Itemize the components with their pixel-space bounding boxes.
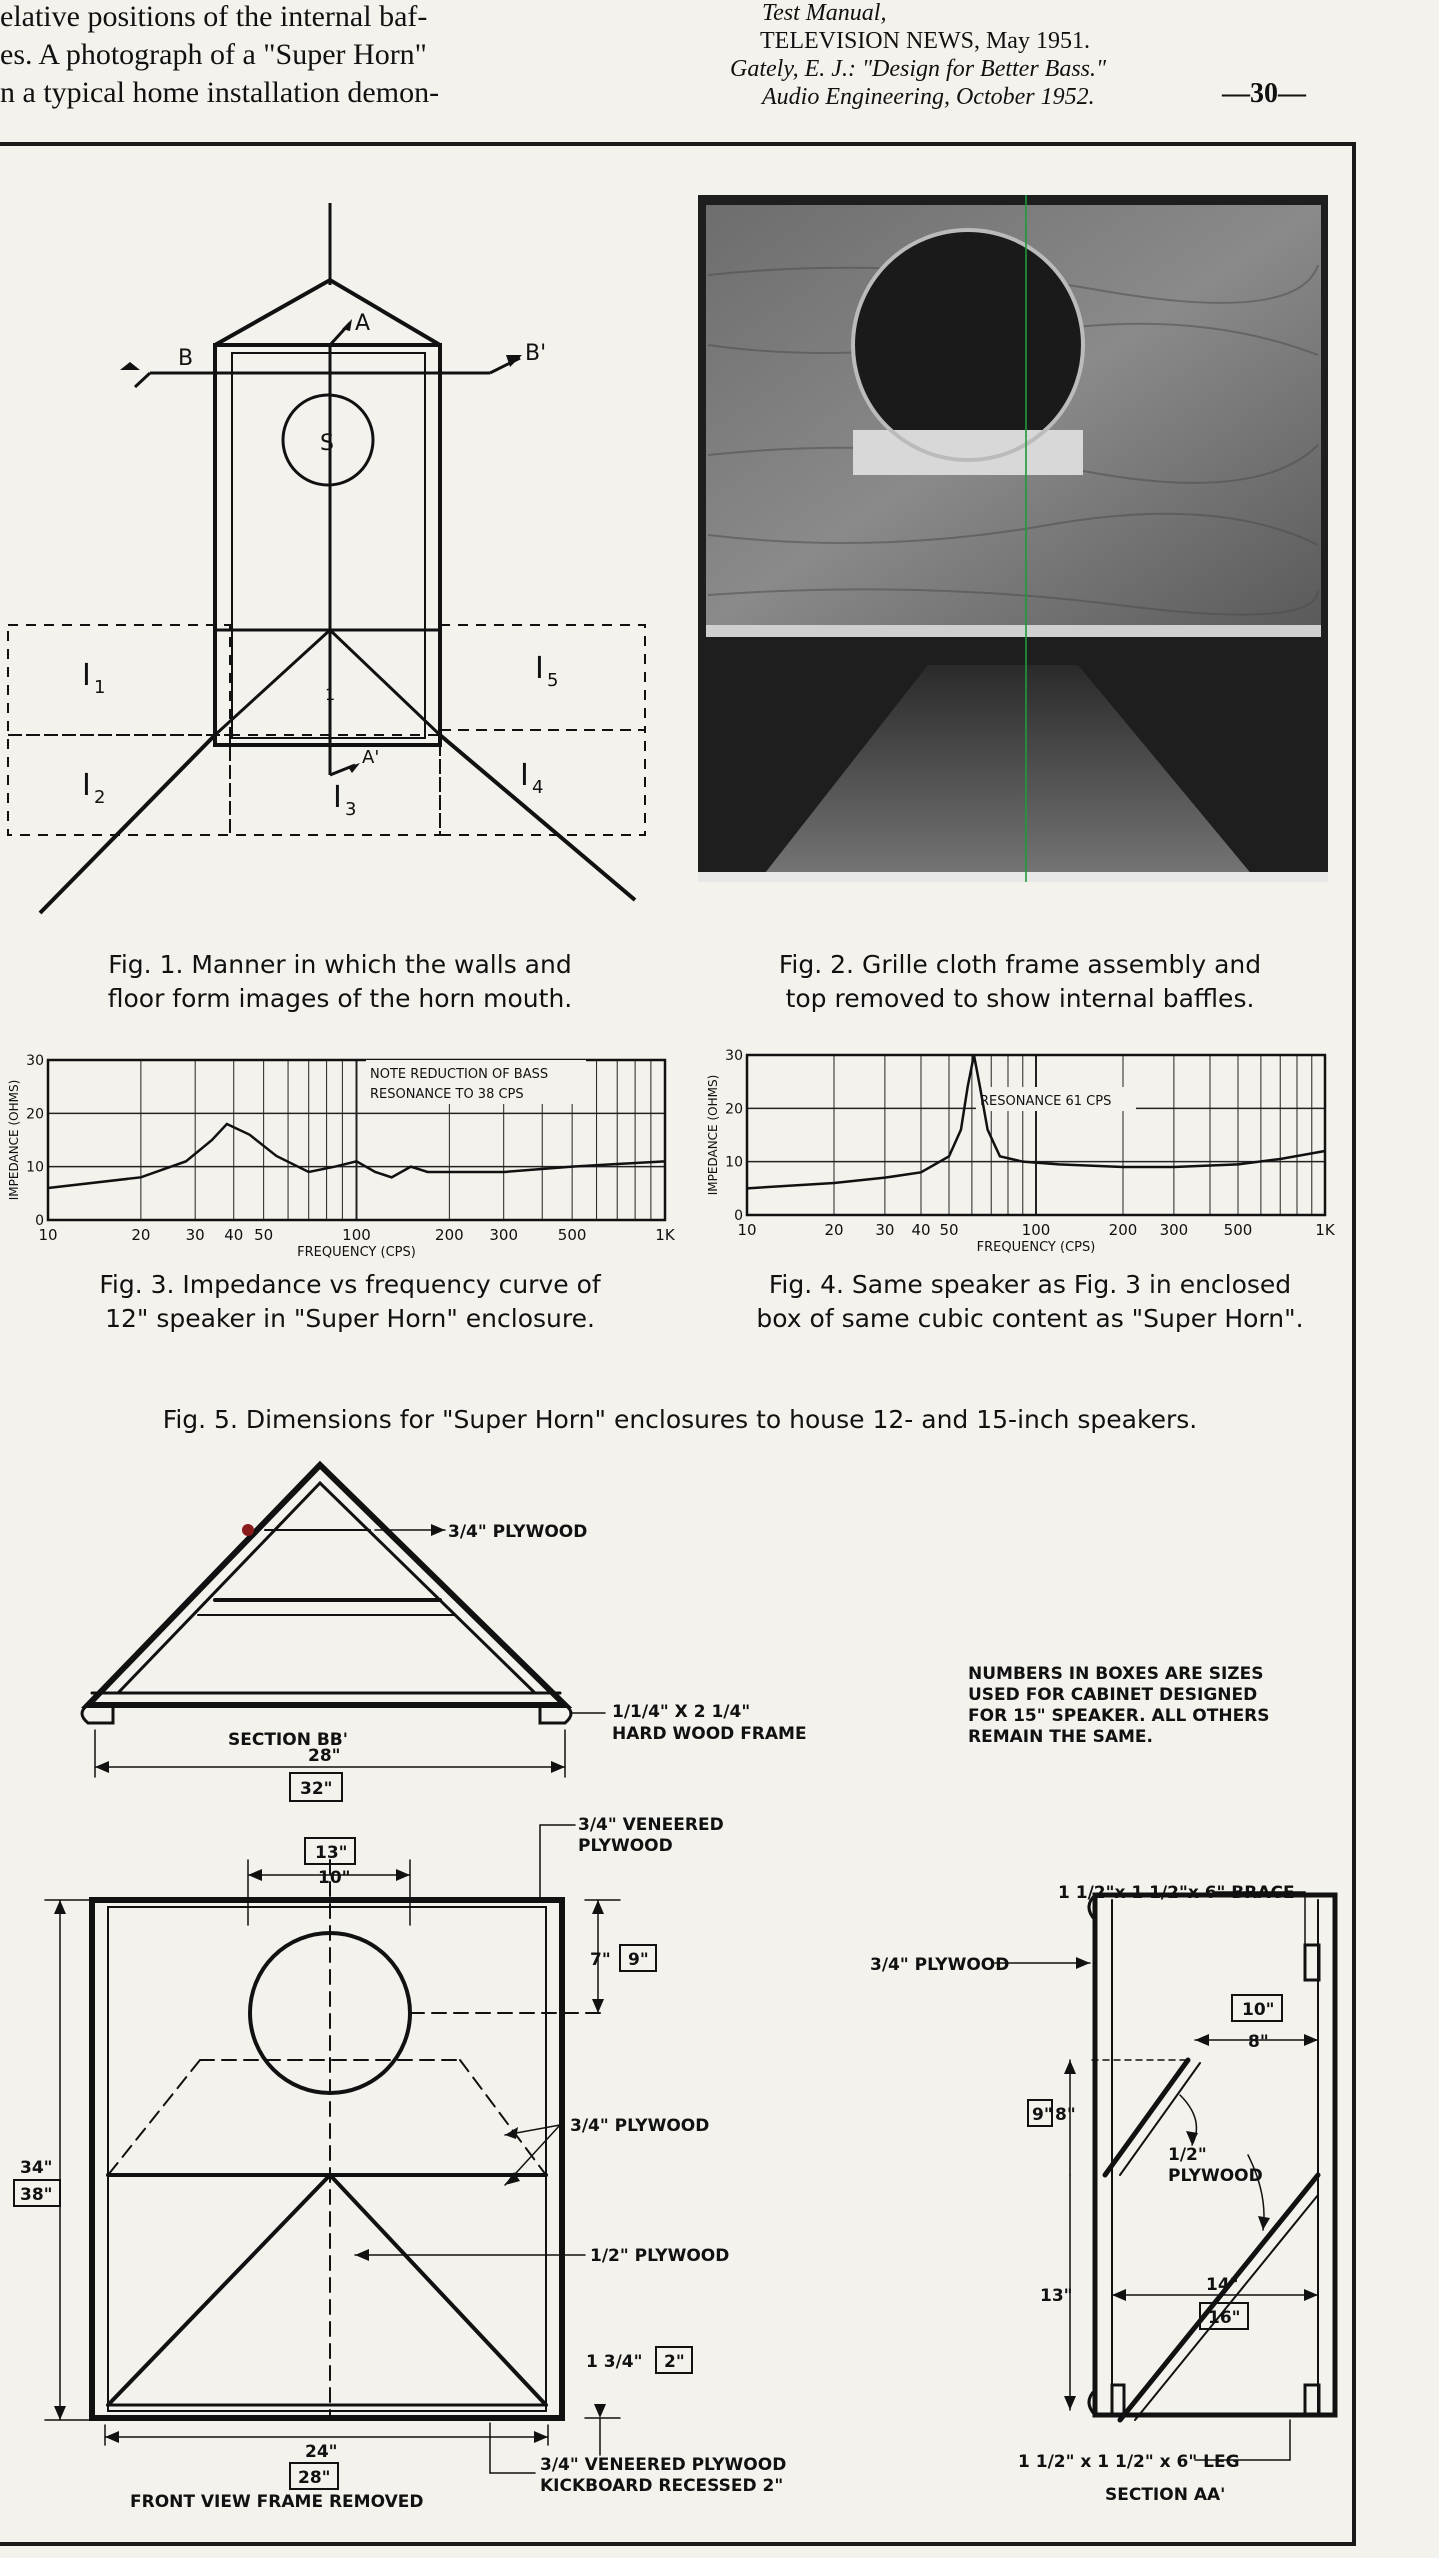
front-veneer-label-2: PLYWOOD	[578, 1836, 673, 1856]
fig1-label-a-prime: A'	[362, 747, 380, 768]
front-kick-dim: 1 3/4"	[586, 2352, 643, 2372]
fig5-dimension-drawings	[0, 1455, 1352, 2530]
fig1-label-i2: I	[82, 768, 91, 803]
bb-frame-label-1: 1/1/4" X 2 1/4"	[612, 1702, 751, 1722]
x-tick-label: 500	[1223, 1221, 1253, 1239]
front-view-title: FRONT VIEW FRAME REMOVED	[130, 2492, 424, 2512]
fig1-label-i4: I	[520, 758, 529, 793]
fig1-caption-line: floor form images of the horn mouth.	[107, 984, 573, 1013]
front-plywood-34: 3/4" PLYWOOD	[570, 2116, 710, 2136]
y-tick-label: 0	[35, 1213, 44, 1229]
body-text-line: n a typical home installation demon-	[0, 76, 440, 109]
fig2-caption	[700, 948, 1340, 1016]
x-tick-label: 50	[254, 1226, 274, 1244]
front-height: 34"	[20, 2158, 53, 2178]
fig1-label-i3-sub: 3	[345, 799, 357, 820]
fig1-label-i4-sub: 4	[532, 777, 544, 798]
front-hole: 10"	[318, 1868, 351, 1888]
front-height-box: 38"	[20, 2185, 53, 2205]
bb-width: 28"	[308, 1746, 341, 1766]
fig1-label-i5: I	[535, 651, 544, 686]
fig2-caption-line: Fig. 2. Grille cloth frame assembly and	[778, 950, 1262, 979]
fig1-label-i3: I	[333, 780, 342, 815]
front-plywood-12: 1/2" PLYWOOD	[590, 2246, 730, 2266]
front-width: 24"	[305, 2442, 338, 2462]
x-tick-label: 300	[1159, 1221, 1189, 1239]
x-tick-label: 30	[875, 1221, 895, 1239]
fig1-label-b: B	[178, 346, 194, 371]
y-axis-label: IMPEDANCE (OHMS)	[7, 1079, 21, 1201]
fig3-caption-line: Fig. 3. Impedance vs frequency curve of	[99, 1270, 601, 1299]
fig4-caption	[705, 1268, 1355, 1336]
fig1-caption	[0, 948, 680, 1016]
y-tick-label: 30	[26, 1053, 44, 1069]
y-tick-label: 10	[725, 1154, 743, 1171]
page-number: —30—	[1222, 78, 1306, 109]
x-tick-label: 30	[185, 1226, 205, 1244]
aa-plywood-12-1: 1/2"	[1168, 2145, 1207, 2165]
fig1-caption-line: Fig. 1. Manner in which the walls and	[108, 950, 572, 979]
chart-annotation: RESONANCE 61 CPS	[980, 1094, 1112, 1109]
aa-dim-box-9: 9"	[1032, 2105, 1053, 2125]
body-text-line: es. A photograph of a "Super Horn"	[0, 38, 427, 71]
front-kick-box: 2"	[664, 2352, 685, 2372]
front-top-dim-box: 9"	[628, 1950, 649, 1970]
front-hole-box: 13"	[315, 1843, 348, 1863]
chart-annotation: RESONANCE TO 38 CPS	[370, 1087, 524, 1102]
chart-annotation: NOTE REDUCTION OF BASS	[370, 1067, 549, 1082]
aa-brace-label: 1 1/2"x 1 1/2"x 6" BRACE	[1058, 1883, 1295, 1903]
bb-frame-label-2: HARD WOOD FRAME	[612, 1724, 807, 1744]
fig1-label-b-prime: B'	[525, 341, 547, 366]
fig3-impedance-chart	[0, 1050, 690, 1260]
front-top-dim: 7"	[590, 1950, 611, 1970]
x-tick-label: 1K	[655, 1226, 675, 1244]
fig1-label-i1: I	[82, 658, 91, 693]
aa-dim-13: 13"	[1040, 2286, 1073, 2306]
fig1-label-i5-sub: 5	[547, 670, 559, 691]
reference-line: Test Manual,	[762, 0, 887, 26]
aa-plywood-34: 3/4" PLYWOOD	[870, 1955, 1010, 1975]
fig2-photograph	[698, 195, 1328, 882]
x-axis-label: FREQUENCY (CPS)	[297, 1245, 416, 1260]
aa-dim-8v: 8"	[1055, 2105, 1076, 2125]
x-tick-label: 40	[911, 1221, 931, 1239]
x-tick-label: 10	[38, 1226, 58, 1244]
fig5-note-line: REMAIN THE SAME.	[968, 1727, 1153, 1747]
front-kick-label-2: KICKBOARD RECESSED 2"	[540, 2476, 784, 2496]
fig3-caption-line: 12" speaker in "Super Horn" enclosure.	[105, 1304, 595, 1333]
y-tick-label: 0	[734, 1208, 743, 1224]
x-tick-label: 1K	[1315, 1221, 1335, 1239]
x-tick-label: 50	[939, 1221, 959, 1239]
reference-line: Audio Engineering, October 1952.	[762, 84, 1095, 110]
fig1-label-s: S	[320, 431, 334, 456]
fig1-horn-images-diagram	[0, 195, 680, 935]
body-text-line: elative positions of the internal baf-	[0, 0, 428, 33]
y-axis-label: IMPEDANCE (OHMS)	[706, 1074, 720, 1196]
front-veneer-label-1: 3/4" VENEERED	[578, 1815, 724, 1835]
reference-line: Gately, E. J.: "Design for Better Bass."	[730, 56, 1107, 82]
x-tick-label: 500	[557, 1226, 587, 1244]
x-axis-label: FREQUENCY (CPS)	[976, 1240, 1096, 1255]
reference-line: TELEVISION NEWS, May 1951.	[760, 28, 1090, 54]
x-tick-label: 10	[737, 1221, 757, 1239]
aa-dim-box-16: 16"	[1208, 2308, 1241, 2328]
x-tick-label: 100	[342, 1226, 371, 1244]
aa-dim-box-10: 10"	[1242, 2000, 1275, 2020]
fig3-caption	[0, 1268, 700, 1336]
front-width-box: 28"	[298, 2468, 331, 2488]
aa-dim-8: 8"	[1248, 2032, 1269, 2052]
section-bb-title: SECTION BB'	[228, 1730, 348, 1750]
fig1-label-one: 1	[325, 685, 336, 704]
x-tick-label: 300	[489, 1226, 519, 1244]
fig5-note-line: NUMBERS IN BOXES ARE SIZES	[968, 1664, 1264, 1684]
y-tick-label: 10	[26, 1159, 44, 1176]
y-tick-label: 20	[725, 1101, 743, 1118]
x-tick-label: 40	[224, 1226, 244, 1244]
x-tick-label: 200	[1108, 1221, 1138, 1239]
x-tick-label: 20	[131, 1226, 151, 1244]
bb-plywood-label: 3/4" PLYWOOD	[448, 1522, 588, 1542]
front-kick-label-1: 3/4" VENEERED PLYWOOD	[540, 2455, 787, 2475]
fig5-note-line: USED FOR CABINET DESIGNED	[968, 1685, 1258, 1705]
fig5-note-line: FOR 15" SPEAKER. ALL OTHERS	[968, 1706, 1270, 1726]
fig4-impedance-chart	[705, 1045, 1335, 1260]
y-tick-label: 30	[725, 1048, 743, 1064]
aa-leg-label: 1 1/2" x 1 1/2" x 6" LEG	[1018, 2452, 1240, 2472]
x-tick-label: 20	[824, 1221, 844, 1239]
fig4-caption-line: box of same cubic content as "Super Horn".	[756, 1304, 1304, 1333]
aa-plywood-12-2: PLYWOOD	[1168, 2166, 1263, 2186]
fig1-label-a: A	[355, 311, 371, 336]
bb-width-box: 32"	[300, 1779, 333, 1799]
x-tick-label: 200	[435, 1226, 464, 1244]
fig5-caption: Fig. 5. Dimensions for "Super Horn" enclosures to house 12- and 15-inch speakers.	[162, 1405, 1198, 1434]
fig1-label-i1-sub: 1	[94, 677, 106, 698]
fig1-label-i2-sub: 2	[94, 787, 106, 808]
aa-dim-14: 14"	[1206, 2275, 1239, 2295]
fig4-caption-line: Fig. 4. Same speaker as Fig. 3 in enclosed	[768, 1270, 1292, 1299]
fig2-caption-line: top removed to show internal baffles.	[785, 984, 1255, 1013]
x-tick-label: 100	[1021, 1221, 1051, 1239]
section-aa-title: SECTION AA'	[1105, 2485, 1226, 2505]
y-tick-label: 20	[26, 1106, 44, 1123]
